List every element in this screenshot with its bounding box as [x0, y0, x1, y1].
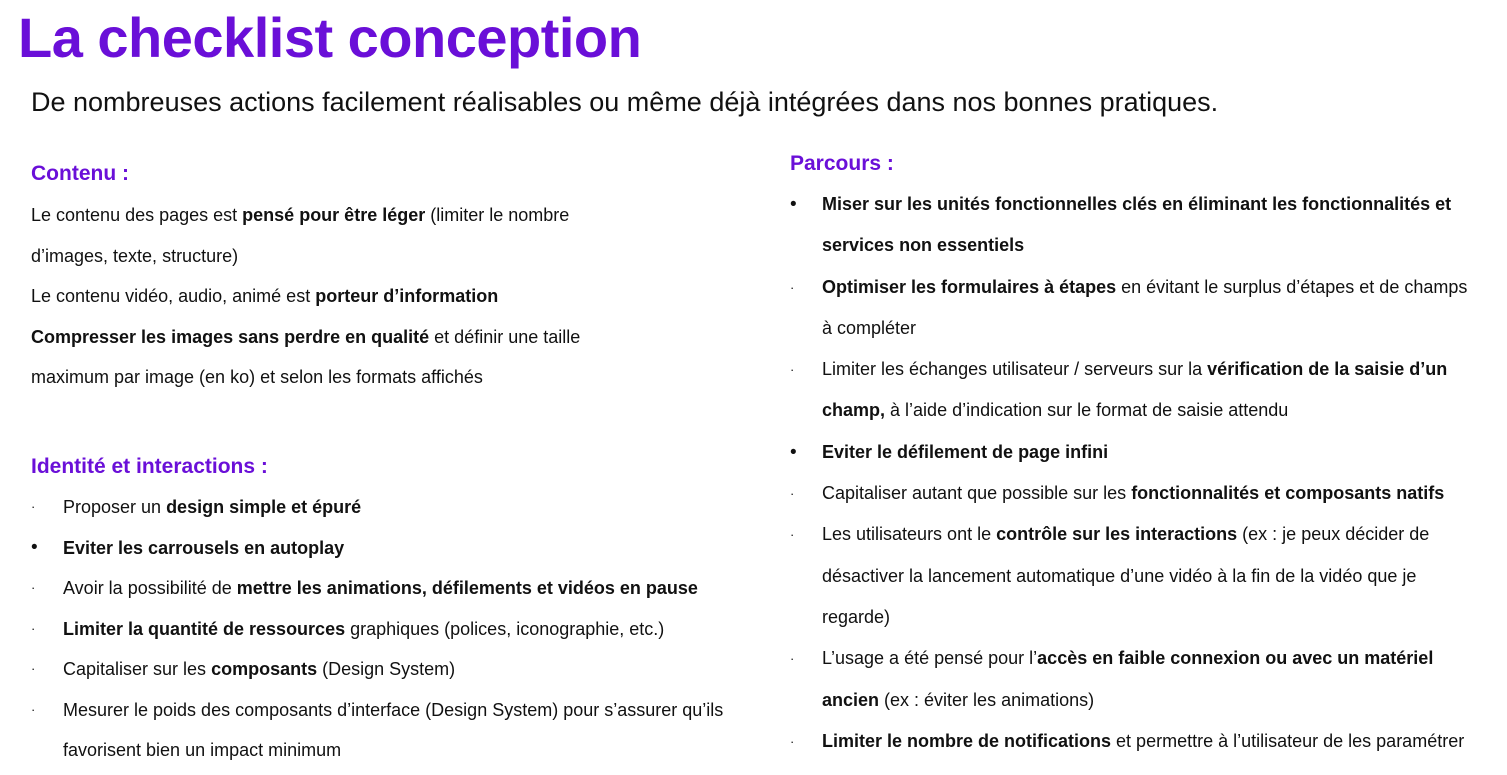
- bold-text: ancien: [822, 689, 880, 710]
- bullet-icon: ·: [790, 733, 795, 749]
- bullet-icon: ·: [31, 661, 36, 676]
- identite-item: [31, 690, 724, 771]
- bullet-icon: ·: [31, 620, 36, 636]
- contenu-line: [31, 317, 580, 358]
- bold-text: accès en faible connexion ou avec un matériel: [1037, 648, 1434, 669]
- text: à compléter: [822, 317, 917, 338]
- identite-item: [31, 609, 723, 650]
- text: Capitaliser autant que possible sur les: [822, 483, 1132, 504]
- contenu-heading: Contenu :: [31, 162, 129, 185]
- text: (limiter le nombre: [425, 205, 570, 225]
- identite-item-line: [31, 690, 724, 731]
- identite-item-line: [31, 528, 723, 569]
- bullet-icon: •: [31, 536, 38, 558]
- page-subtitle: De nombreuses actions facilement réalisables ou même déjà intégrées dans nos bonnes pratiques.: [31, 87, 1219, 117]
- parcours-item-line: [790, 473, 1467, 514]
- bold-text: vérification de la saisie d’un: [1207, 359, 1448, 380]
- bullet-icon: ·: [31, 580, 36, 595]
- bold-text: mettre les animations, défilements et vidéos en pause: [236, 578, 698, 598]
- parcours-item-line: [790, 514, 1467, 555]
- parcours-item-line: [822, 680, 1467, 721]
- text: Les utilisateurs ont le: [822, 524, 997, 545]
- bullet-icon: ·: [790, 362, 795, 378]
- text: en évitant le surplus d’étapes et de champs: [1116, 276, 1468, 297]
- parcours-item: [790, 473, 1467, 514]
- bold-text: porteur d’information: [315, 286, 499, 306]
- text: Le contenu des pages est: [31, 205, 243, 225]
- parcours-item: [790, 721, 1467, 762]
- identite-item: [31, 649, 723, 690]
- text: Le contenu vidéo, audio, animé est: [31, 286, 316, 306]
- parcours-item-line: [822, 308, 1467, 349]
- text: et permettre à l’utilisateur de les paramétrer: [1111, 730, 1465, 751]
- text: d’images, texte, structure): [31, 245, 239, 266]
- parcours-item-line: [822, 556, 1467, 597]
- identite-heading: Identité et interactions :: [31, 455, 268, 478]
- text: graphiques (polices, iconographie, etc.): [345, 618, 665, 639]
- bold-text: Limiter le nombre de notifications: [822, 730, 1112, 751]
- parcours-item: [790, 432, 1467, 473]
- bold-text: Compresser les images sans perdre en qualité: [31, 326, 430, 347]
- parcours-item-line: [790, 184, 1467, 225]
- text: Capitaliser sur les: [63, 659, 212, 679]
- parcours-item-line: [790, 638, 1467, 679]
- parcours-item-line: [790, 721, 1467, 762]
- text: maximum par image (en ko) et selon les formats affichés: [31, 367, 483, 387]
- text: regarde): [822, 606, 891, 627]
- identite-item: [31, 568, 723, 609]
- text: favorisent bien un impact minimum: [63, 740, 342, 760]
- parcours-heading: Parcours :: [790, 152, 894, 175]
- parcours-item-line: [822, 390, 1467, 431]
- parcours-item-line: [822, 597, 1467, 638]
- parcours-item: [790, 349, 1467, 432]
- bold-text: Optimiser les formulaires à étapes: [822, 276, 1117, 297]
- bullet-icon: ·: [790, 279, 795, 295]
- parcours-item-line: [822, 225, 1467, 266]
- contenu-line: [31, 236, 580, 277]
- identite-item-line: [31, 568, 723, 609]
- contenu-line: [31, 195, 580, 236]
- bold-text: design simple et épuré: [166, 497, 362, 517]
- page-title: La checklist conception: [18, 6, 642, 69]
- bullet-icon: •: [790, 194, 797, 215]
- bullet-icon: ·: [790, 527, 795, 543]
- bullet-icon: ·: [31, 701, 36, 717]
- bold-text: services non essentiels: [822, 235, 1025, 256]
- bold-text: Eviter les carrousels en autoplay: [63, 537, 345, 558]
- bold-text: Eviter le défilement de page infini: [822, 441, 1109, 462]
- identite-item-line: [31, 487, 723, 528]
- bold-text: Limiter la quantité de ressources: [63, 618, 346, 639]
- text: L’usage a été pensé pour l’: [822, 648, 1038, 669]
- bold-text: fonctionnalités et composants natifs: [1131, 483, 1445, 504]
- parcours-item: [790, 267, 1468, 350]
- bullet-icon: ·: [31, 499, 36, 514]
- bold-text: champ,: [822, 400, 886, 421]
- bold-text: composants: [211, 659, 318, 679]
- parcours-item: [790, 514, 1467, 638]
- bullet-icon: •: [790, 441, 797, 463]
- bullet-icon: ·: [790, 651, 795, 667]
- contenu-section: [31, 195, 580, 398]
- text: (ex : éviter les animations): [879, 689, 1095, 710]
- text: et définir une taille: [429, 326, 581, 347]
- contenu-line: [31, 276, 580, 317]
- parcours-item-line: [790, 432, 1467, 473]
- bold-text: pensé pour être léger: [242, 205, 426, 225]
- identite-item-line: [31, 649, 723, 690]
- text: (ex : je peux décider de: [1237, 524, 1430, 545]
- identite-item-line: [31, 609, 723, 650]
- parcours-item: [790, 638, 1467, 721]
- text: Avoir la possibilité de: [63, 578, 237, 598]
- bold-text: Miser sur les unités fonctionnelles clés en éliminant les fonctionnalités et: [822, 194, 1452, 214]
- text: (Design System): [317, 659, 456, 679]
- identite-list: [31, 487, 724, 771]
- contenu-line: [31, 357, 580, 398]
- text: à l’aide d’indication sur le format de saisie attendu: [885, 400, 1289, 421]
- text: désactiver la lancement automatique d’une vidéo à la fin de la vidéo que je: [822, 565, 1417, 586]
- text: Proposer un: [63, 497, 167, 517]
- parcours-item-line: [790, 349, 1467, 390]
- text: Limiter les échanges utilisateur / serveurs sur la: [822, 359, 1208, 380]
- identite-item: [31, 528, 723, 569]
- parcours-list: [790, 184, 1468, 762]
- identite-item-line: [63, 730, 723, 771]
- identite-item: [31, 487, 723, 528]
- bold-text: contrôle sur les interactions: [996, 524, 1238, 545]
- parcours-item-line: [790, 267, 1468, 308]
- text: Mesurer le poids des composants d’interface (Design System) pour s’assurer qu’ils: [63, 699, 724, 720]
- parcours-item: [790, 184, 1467, 267]
- bullet-icon: ·: [790, 486, 795, 502]
